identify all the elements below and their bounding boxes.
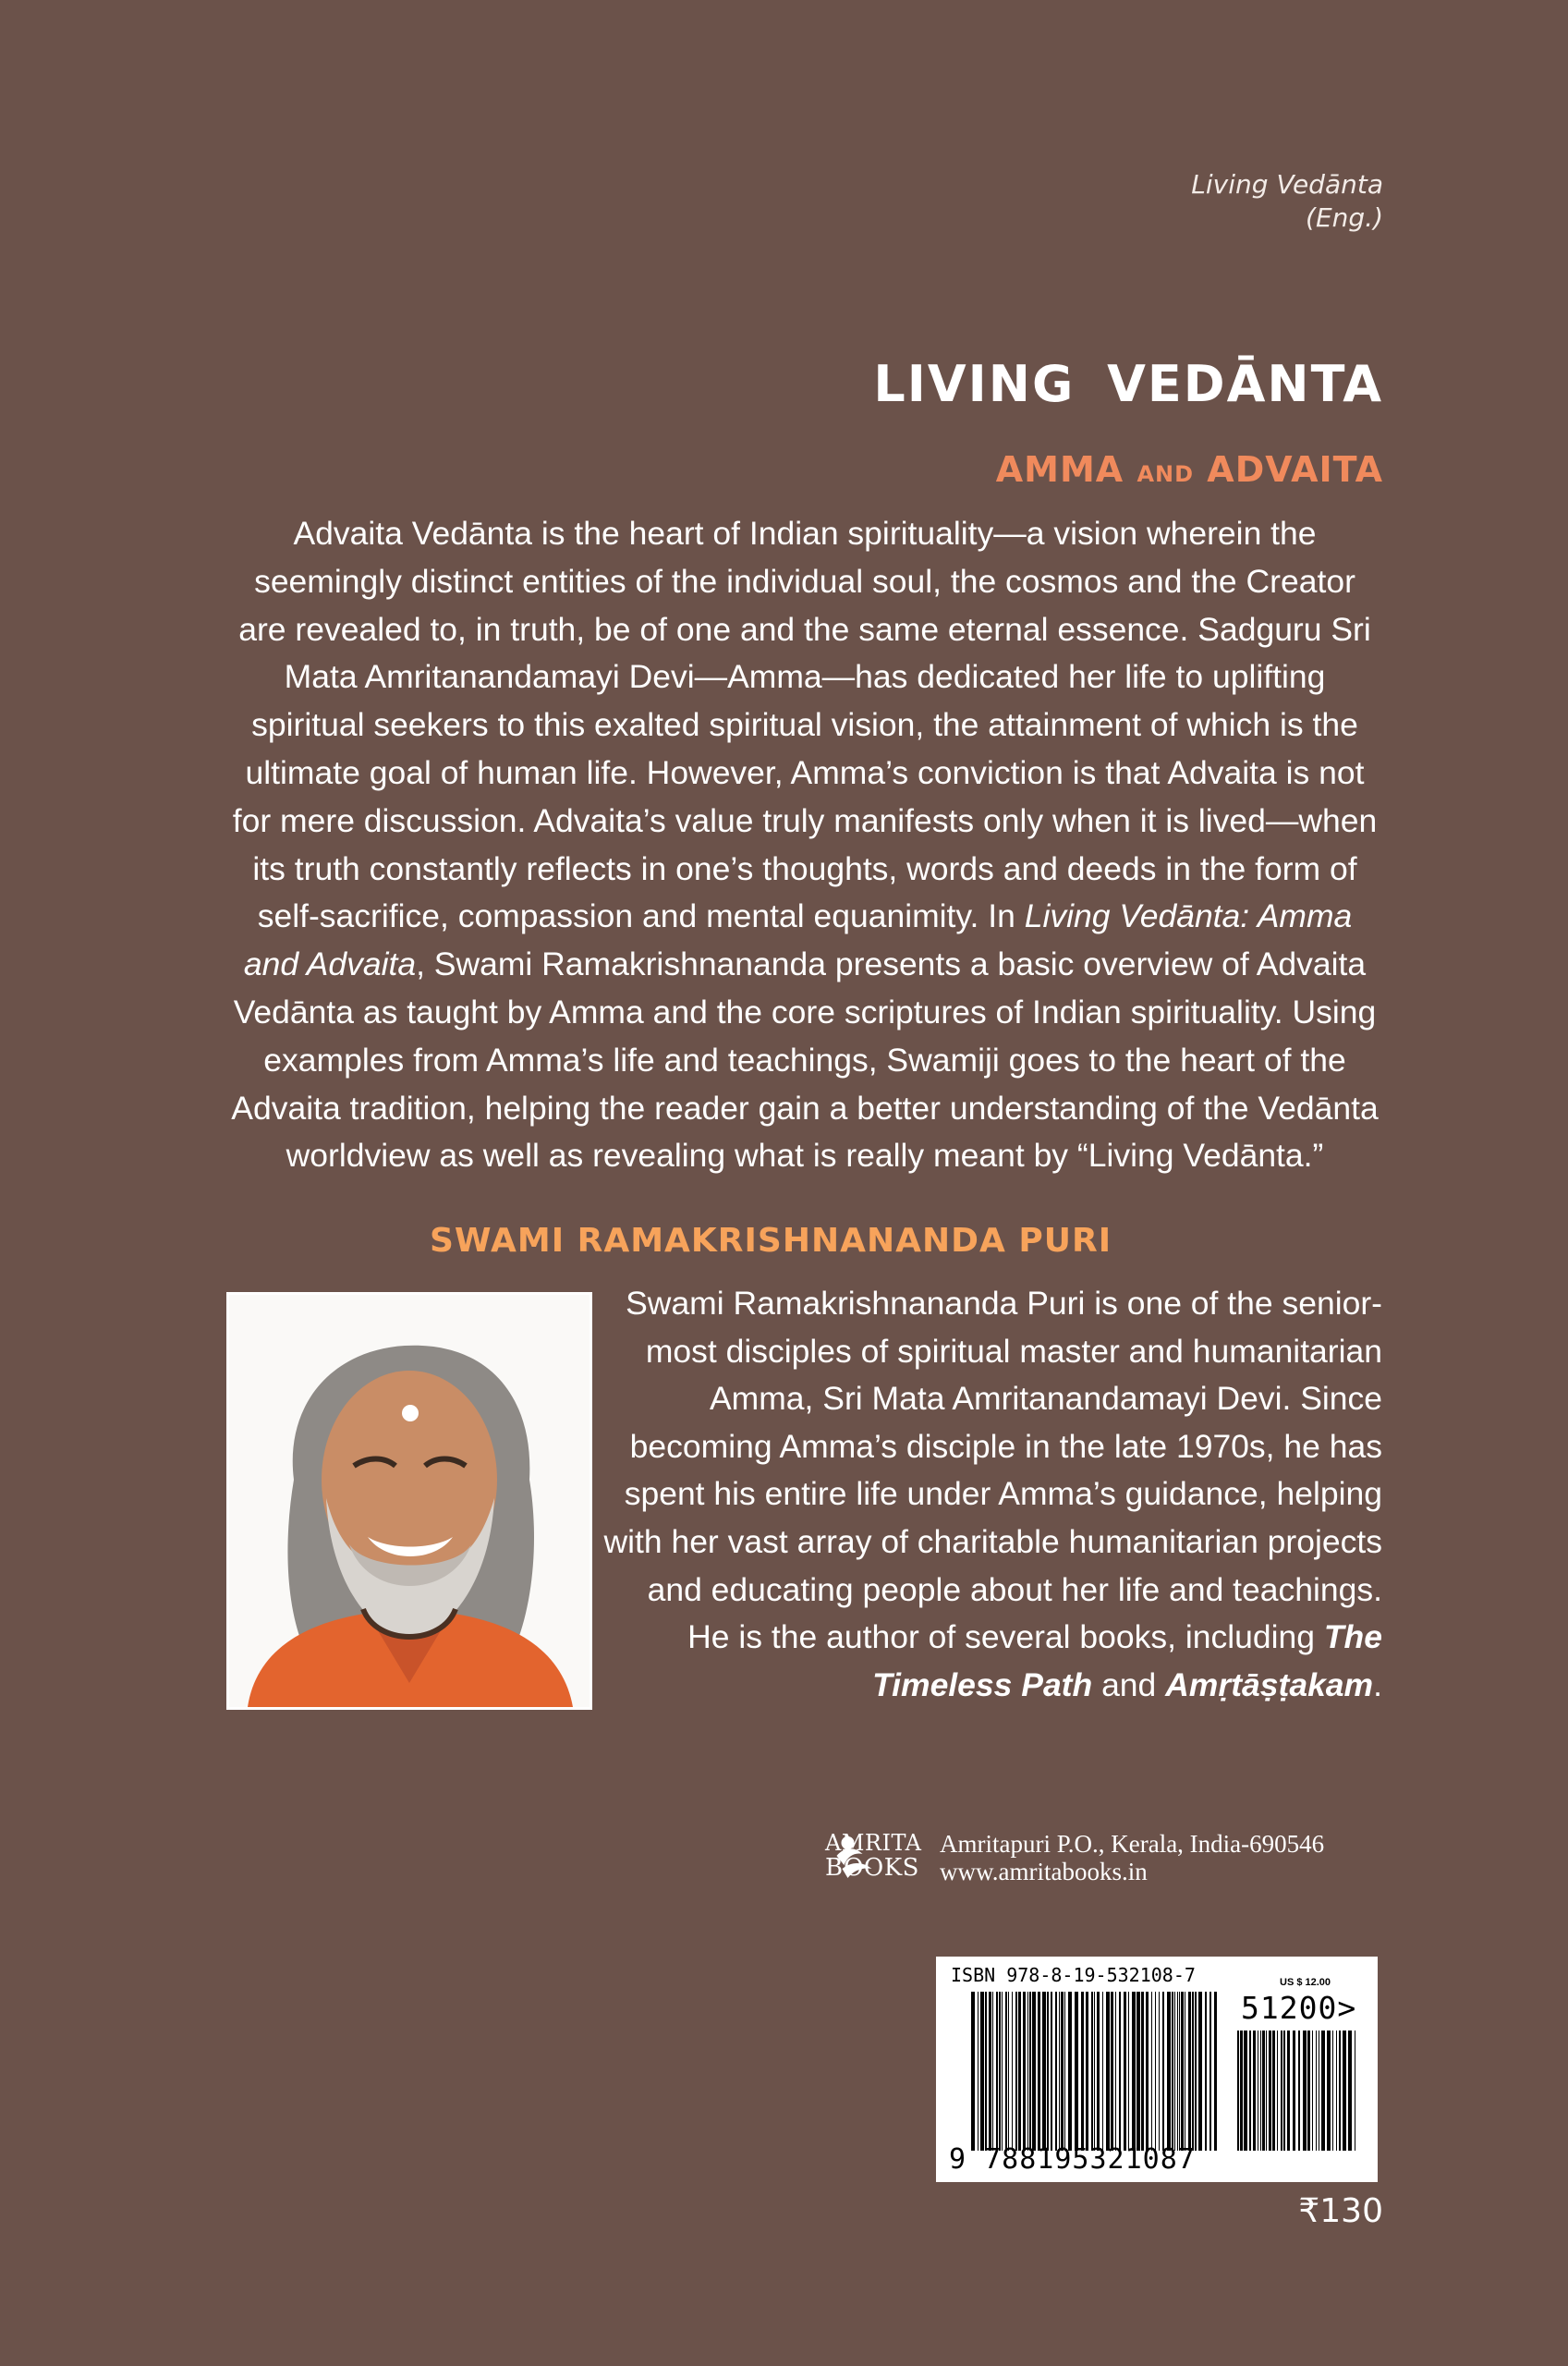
barcode-bar [1151, 1992, 1152, 2151]
isbn-barcode [936, 1957, 1378, 2182]
barcode-bar [1012, 1992, 1013, 2151]
barcode-bar [1262, 2031, 1265, 2151]
barcode-bar [1177, 1992, 1178, 2151]
barcode-bar [1253, 2031, 1256, 2151]
price: ₹130 [1298, 2192, 1383, 2230]
barcode-bar [1115, 1992, 1116, 2151]
subtitle-amma: AMMA [995, 449, 1124, 490]
addon-bars [1237, 2031, 1357, 2151]
subtitle-advaita: ADVAITA [1207, 449, 1383, 490]
barcode-bar [1316, 2031, 1317, 2151]
barcode-bar [1205, 1992, 1207, 2151]
barcode-bar [1091, 1992, 1093, 2151]
barcode-bar [1287, 2031, 1290, 2151]
barcode-bar [1081, 1992, 1084, 2151]
barcode-bar [1064, 1992, 1065, 2151]
publisher-address [940, 1830, 1324, 1885]
barcode-bar [1192, 1992, 1194, 2151]
barcode-bar [1281, 2031, 1282, 2151]
publisher-name-line1: AMRITA [825, 1830, 922, 1856]
ean-first-digit: 9 [949, 2143, 967, 2176]
addon-digits [1241, 1990, 1356, 2026]
barcode-bar [1023, 1992, 1026, 2151]
book-subtitle [996, 449, 1383, 490]
barcode-bar [1132, 1992, 1136, 2151]
us-price: US $ 12.00 [1280, 1977, 1331, 1988]
barcode-bar [1188, 1992, 1191, 2151]
series-language: (Eng.) [1306, 202, 1383, 233]
author-bio [601, 1280, 1382, 1709]
barcode-bar [1209, 1992, 1211, 2151]
barcode-bar [1293, 2031, 1295, 2151]
book-title: LIVING VEDĀNTA [873, 355, 1383, 413]
barcode-bar [1272, 2031, 1275, 2151]
barcode-bar [1042, 1992, 1046, 2151]
barcode-bar [1094, 1992, 1095, 2151]
barcode-bar [1339, 2031, 1341, 2151]
barcode-bar [1128, 1992, 1129, 2151]
subtitle-and: AND [1136, 461, 1195, 487]
barcode-bar [1102, 1992, 1103, 2151]
author-bio-and: and [1092, 1665, 1166, 1703]
barcode-bar [1277, 2031, 1278, 2151]
barcode-bar [1015, 1992, 1017, 2151]
blurb-text-1: Advaita Vedānta is the heart of Indian spirituality—a vision wherein the seemingly distinct entities of the individual soul, the cosmos and the Creator are revealed to, in truth, be of one and the same eternal essence. Sadguru Sri Mata Amritanandamayi Devi—Amma—has dedicated her life to uplifting spiritual seekers to this exalted spiritual vision, the attainment of which is the ultimate goal of human life. However, Amma’s conviction is that Advaita is not for mere discussion. Advaita’s value truly manifests only when it is lived—when its truth constantly reflects in one’s thoughts, words and deeds in the form of self-sacrifice, compassion and mental equanimity. In [232, 515, 1378, 935]
barcode-bar [1038, 1992, 1040, 2151]
barcode-bar [1249, 2031, 1251, 2151]
barcode-bar [1244, 2031, 1247, 2151]
barcode-bar [1307, 2031, 1310, 2151]
barcode-bar [1283, 2031, 1285, 2151]
barcode-bar [992, 1992, 993, 2151]
barcode-bar [985, 1992, 987, 2151]
barcode-bar [1155, 1992, 1156, 2151]
barcode-bar [1008, 1992, 1009, 2151]
barcode-bar [1075, 1992, 1078, 2151]
barcode-bar [1336, 2031, 1337, 2151]
barcode-bar [999, 1992, 1001, 2151]
barcode-bar [1032, 1992, 1036, 2151]
barcode-bar [1260, 2031, 1261, 2151]
barcode-bar [971, 1992, 975, 2151]
author-photo [226, 1292, 592, 1710]
addon-code: 51200 [1241, 1990, 1338, 2026]
publisher-address-line: Amritapuri P.O., Kerala, India-690546 [940, 1830, 1325, 1858]
barcode-bar [1269, 2031, 1271, 2151]
barcode-bar [1047, 1992, 1049, 2151]
barcode-bar [1141, 1992, 1144, 2151]
barcode-bar [1136, 1992, 1140, 2151]
barcode-bar [1240, 2031, 1243, 2151]
barcode-bar [1321, 2031, 1325, 2151]
barcode-bar [1086, 1992, 1088, 2151]
addon-arrow: > [1337, 1990, 1357, 2026]
barcode-bar [1002, 1992, 1003, 2151]
author-book-2: Amṛtāṣṭakam [1165, 1665, 1374, 1703]
barcode-bar [1348, 2031, 1352, 2151]
barcode-bar [1146, 1992, 1149, 2151]
barcode-bar [1332, 2031, 1333, 2151]
barcode-bar [1343, 2031, 1346, 2151]
barcode-bar [1029, 1992, 1031, 2151]
barcode-bar [1195, 1992, 1197, 2151]
barcode-bar [1119, 1992, 1121, 2151]
series-label [1191, 168, 1383, 235]
barcode-bar [1061, 1992, 1064, 2151]
barcode-bar [1068, 1992, 1072, 2151]
barcode-bar [1179, 1992, 1180, 2151]
barcode-bar [1055, 1992, 1057, 2151]
barcode-bar [1162, 1992, 1164, 2151]
author-portrait-image [229, 1295, 590, 1707]
author-heading: SWAMI RAMAKRISHNANANDA PURI [430, 1222, 1112, 1260]
barcode-bar [1237, 2031, 1239, 2151]
barcode-bar [1005, 1992, 1007, 2151]
barcode-bar [1312, 2031, 1313, 2151]
publisher-block [781, 1824, 1391, 1884]
series-title: Living Vedānta [1191, 169, 1383, 200]
barcode-bar [1097, 1992, 1100, 2151]
barcode-bar [980, 1992, 984, 2151]
barcode-bar [1027, 1992, 1028, 2151]
barcode-bar [996, 1992, 998, 2151]
barcode-bar [1181, 1992, 1184, 2151]
barcode-bar [1327, 2031, 1331, 2151]
ean-digits [949, 2143, 1196, 2176]
ean-bars [971, 1992, 1221, 2151]
publisher-name-line2: BOOKS [825, 1854, 919, 1882]
barcode-bar [1106, 1992, 1110, 2151]
barcode-bar [1159, 1992, 1160, 2151]
barcode-bar [1298, 2031, 1300, 2151]
barcode-bar [1214, 1992, 1217, 2151]
author-bio-end: . [1373, 1665, 1382, 1703]
barcode-bar [1051, 1992, 1052, 2151]
barcode-bar [1303, 2031, 1307, 2151]
barcode-bar [1174, 1992, 1175, 2151]
barcode-bar [1172, 1992, 1173, 2151]
publisher-website: www.amritabooks.in [940, 1858, 1148, 1885]
author-bio-text: Swami Ramakrishnananda Puri is one of the senior-most disciples of spiritual master and humanitarian Amma, Sri Mata Amritanandamayi Devi. Since becoming Amma’s disciple in the late 1970s, he has spent his entire life under Amma’s guidance, helping with her vast array of charitable humanitarian projects and educating people about her life and teachings. He is the author of several books, including [603, 1285, 1382, 1656]
barcode-bar [989, 1992, 991, 2151]
barcode-bar [1167, 1992, 1171, 2151]
barcode-bar [1059, 1992, 1060, 2151]
book-blurb [226, 510, 1383, 1180]
blurb-book-title: Living Vedānta: Amma and Advaita [243, 897, 1353, 983]
barcode-bar [1266, 2031, 1267, 2151]
barcode-bar [1111, 1992, 1113, 2151]
author-book-1: The Timeless Path [872, 1618, 1382, 1703]
blurb-text-2: , Swami Ramakrishnananda presents a basic overview of Advaita Vedānta as taught by Amma and the core scriptures of Indian spirituality. Using examples from Amma’s life and teachings, Swamiji goes to the heart of the Advaita tradition, helping the reader gain a better understanding of the Vedānta worldview as well as revealing what is really meant by “Living Vedānta.” [231, 945, 1379, 1175]
barcode-bar [1124, 1992, 1126, 2151]
barcode-bar [1018, 1992, 1021, 2151]
isbn-label: ISBN 978-8-19-532108-7 [951, 1964, 1196, 1986]
ean-rest-digits: 788195321087 [984, 2143, 1196, 2176]
barcode-bar [1198, 1992, 1202, 2151]
